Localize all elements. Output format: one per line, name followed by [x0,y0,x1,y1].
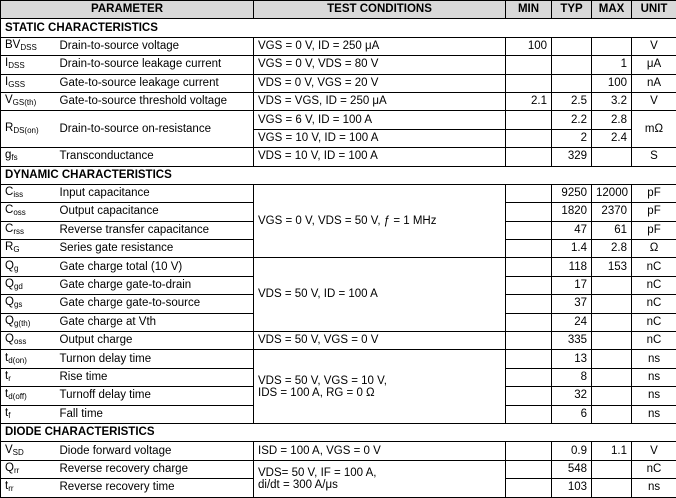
symbol: $t_f$ [1,405,56,423]
test-condition: VDS = VGS, ID = 250 μA [254,92,506,110]
symbol: $Q_{g(th)}$ [1,313,56,331]
test-condition [254,350,506,424]
section-title-dynamic: DYNAMIC CHARACTERISTICS [1,166,676,184]
unit-value: ns [632,405,676,423]
min-value [506,442,552,460]
parameter-name: Gate charge gate-to-drain [56,276,254,294]
rr-condition-line-1: VDS= 50 V, IF = 100 A, [258,467,501,479]
max-value [592,405,632,423]
typ-value: 1820 [552,203,592,221]
test-condition: ISD = 100 A, VGS = 0 V [254,442,506,460]
symbol: $V_{SD}$ [1,442,56,460]
symbol: $BV_{DSS}$ [1,37,56,55]
header-test-conditions: TEST CONDITIONS [254,1,506,19]
symbol: $Q_{oss}$ [1,332,56,350]
min-value [506,129,552,147]
unit-value: nC [632,295,676,313]
typ-value: 8 [552,368,592,386]
typ-value: 2 [552,129,592,147]
typ-value: 329 [552,148,592,166]
typ-value: 24 [552,313,592,331]
symbol: $C_{rss}$ [1,221,56,239]
min-value [506,240,552,258]
min-value [506,148,552,166]
min-value [506,56,552,74]
switch-condition-line-1: VDS = 50 V, VGS = 10 V, [258,375,501,387]
parameter-name: Output charge [56,332,254,350]
max-value: 100 [592,74,632,92]
symbol: $C_{iss}$ [1,184,56,202]
symbol: $Q_{gs}$ [1,295,56,313]
table-row [1,92,676,110]
section-row-dynamic [1,166,676,184]
max-value: 12000 [592,184,632,202]
test-condition [254,460,506,497]
max-value [592,37,632,55]
symbol: $g_{fs}$ [1,148,56,166]
typ-value [552,56,592,74]
max-value: 2.8 [592,240,632,258]
min-value: 2.1 [506,92,552,110]
test-condition: VDS = 10 V, ID = 100 A [254,148,506,166]
section-row-diode [1,423,676,441]
parameter-name: Series gate resistance [56,240,254,258]
parameter-name: Turnoff delay time [56,387,254,405]
max-value [592,387,632,405]
test-condition: VGS = 0 V, VDS = 50 V, ƒ = 1 MHz [254,184,506,258]
parameter-name: Gate-to-source threshold voltage [56,92,254,110]
symbol: $Q_{rr}$ [1,460,56,478]
unit-value: nC [632,258,676,276]
unit-value: μA [632,56,676,74]
parameter-name: Turnon delay time [56,350,254,368]
max-value: 153 [592,258,632,276]
unit-value: nC [632,332,676,350]
unit-value: nC [632,313,676,331]
table-row [1,148,676,166]
typ-value: 103 [552,479,592,497]
max-value [592,276,632,294]
typ-value: 37 [552,295,592,313]
parameter-name: Diode forward voltage [56,442,254,460]
typ-value: 32 [552,387,592,405]
typ-value: 6 [552,405,592,423]
parameter-name: Transconductance [56,148,254,166]
parameter-name: Reverse recovery time [56,479,254,497]
max-value [592,148,632,166]
min-value [506,332,552,350]
typ-value [552,74,592,92]
min-value [506,111,552,129]
test-condition: VGS = 0 V, ID = 250 μA [254,37,506,55]
unit-value: ns [632,368,676,386]
table-row [1,332,676,350]
max-value [592,295,632,313]
typ-value: 118 [552,258,592,276]
unit-value: pF [632,221,676,239]
parameter-name: Drain-to-source on-resistance [56,111,254,148]
unit-value: Ω [632,240,676,258]
table-row [1,74,676,92]
symbol: $R_G$ [1,240,56,258]
header-row [1,1,676,19]
table-row [1,442,676,460]
min-value [506,350,552,368]
min-value [506,479,552,497]
header-parameter: PARAMETER [1,1,254,19]
unit-value: ns [632,479,676,497]
table-row [1,460,676,478]
parameter-name: Gate charge at Vth [56,313,254,331]
header-typ: TYP [552,1,592,19]
typ-value: 2.5 [552,92,592,110]
unit-value: S [632,148,676,166]
switch-condition-line-2: IDS = 100 A, RG = 0 Ω [258,387,501,399]
max-value [592,460,632,478]
max-value: 1 [592,56,632,74]
min-value [506,387,552,405]
max-value: 61 [592,221,632,239]
max-value: 2.4 [592,129,632,147]
unit-value: nA [632,74,676,92]
unit-value: nC [632,460,676,478]
min-value [506,368,552,386]
test-condition: VGS = 10 V, ID = 100 A [254,129,506,147]
parameter-name: Input capacitance [56,184,254,202]
symbol: $t_{rr}$ [1,479,56,497]
parameter-name: Gate charge total (10 V) [56,258,254,276]
unit-value: pF [632,203,676,221]
parameter-name: Gate-to-source leakage current [56,74,254,92]
typ-value: 47 [552,221,592,239]
symbol: $t_{d(off)}$ [1,387,56,405]
parameter-name: Reverse transfer capacitance [56,221,254,239]
min-value [506,221,552,239]
unit-value: mΩ [632,111,676,148]
symbol: $t_{d(on)}$ [1,350,56,368]
min-value [506,184,552,202]
unit-value: ns [632,387,676,405]
symbol: $I_{GSS}$ [1,74,56,92]
test-condition: VDS = 50 V, ID = 100 A [254,258,506,332]
max-value [592,332,632,350]
parameter-name: Drain-to-source leakage current [56,56,254,74]
min-value [506,276,552,294]
unit-value: ns [632,350,676,368]
section-row-static [1,19,676,37]
section-title-diode: DIODE CHARACTERISTICS [1,423,676,441]
max-value [592,479,632,497]
test-condition: VGS = 0 V, VDS = 80 V [254,56,506,74]
unit-value: V [632,37,676,55]
header-unit: UNIT [632,1,676,19]
parameter-name: Drain-to-source voltage [56,37,254,55]
min-value [506,313,552,331]
max-value [592,313,632,331]
parameter-name: Gate charge gate-to-source [56,295,254,313]
unit-value: nC [632,276,676,294]
typ-value: 335 [552,332,592,350]
min-value [506,74,552,92]
test-condition: VDS = 0 V, VGS = 20 V [254,74,506,92]
unit-value: V [632,442,676,460]
parameter-name: Fall time [56,405,254,423]
test-condition: VDS = 50 V, VGS = 0 V [254,332,506,350]
header-min: MIN [506,1,552,19]
min-value [506,258,552,276]
parameter-name: Reverse recovery charge [56,460,254,478]
table-row [1,184,676,202]
symbol: $Q_g$ [1,258,56,276]
min-value: 100 [506,37,552,55]
parameter-name: Rise time [56,368,254,386]
unit-value: pF [632,184,676,202]
typ-value: 1.4 [552,240,592,258]
parameter-name: Output capacitance [56,203,254,221]
table-row [1,258,676,276]
typ-value: 9250 [552,184,592,202]
symbol: $V_{GS(th)}$ [1,92,56,110]
symbol: $t_r$ [1,368,56,386]
test-condition: VGS = 6 V, ID = 100 A [254,111,506,129]
table-row [1,111,676,129]
min-value [506,460,552,478]
max-value: 3.2 [592,92,632,110]
symbol: $C_{oss}$ [1,203,56,221]
table-row [1,56,676,74]
max-value: 2.8 [592,111,632,129]
symbol: $I_{DSS}$ [1,56,56,74]
rr-condition-line-2: di/dt = 300 A/μs [258,479,501,491]
typ-value: 17 [552,276,592,294]
symbol: $R_{DS(on)}$ [1,111,56,148]
typ-value: 548 [552,460,592,478]
typ-value: 13 [552,350,592,368]
header-max: MAX [592,1,632,19]
max-value [592,350,632,368]
max-value: 1.1 [592,442,632,460]
typ-value: 0.9 [552,442,592,460]
min-value [506,405,552,423]
max-value: 2370 [592,203,632,221]
min-value [506,295,552,313]
min-value [506,203,552,221]
table-row [1,37,676,55]
table-row [1,350,676,368]
section-title-static: STATIC CHARACTERISTICS [1,19,676,37]
unit-value: V [632,92,676,110]
typ-value [552,37,592,55]
symbol: $Q_{gd}$ [1,276,56,294]
max-value [592,368,632,386]
typ-value: 2.2 [552,111,592,129]
